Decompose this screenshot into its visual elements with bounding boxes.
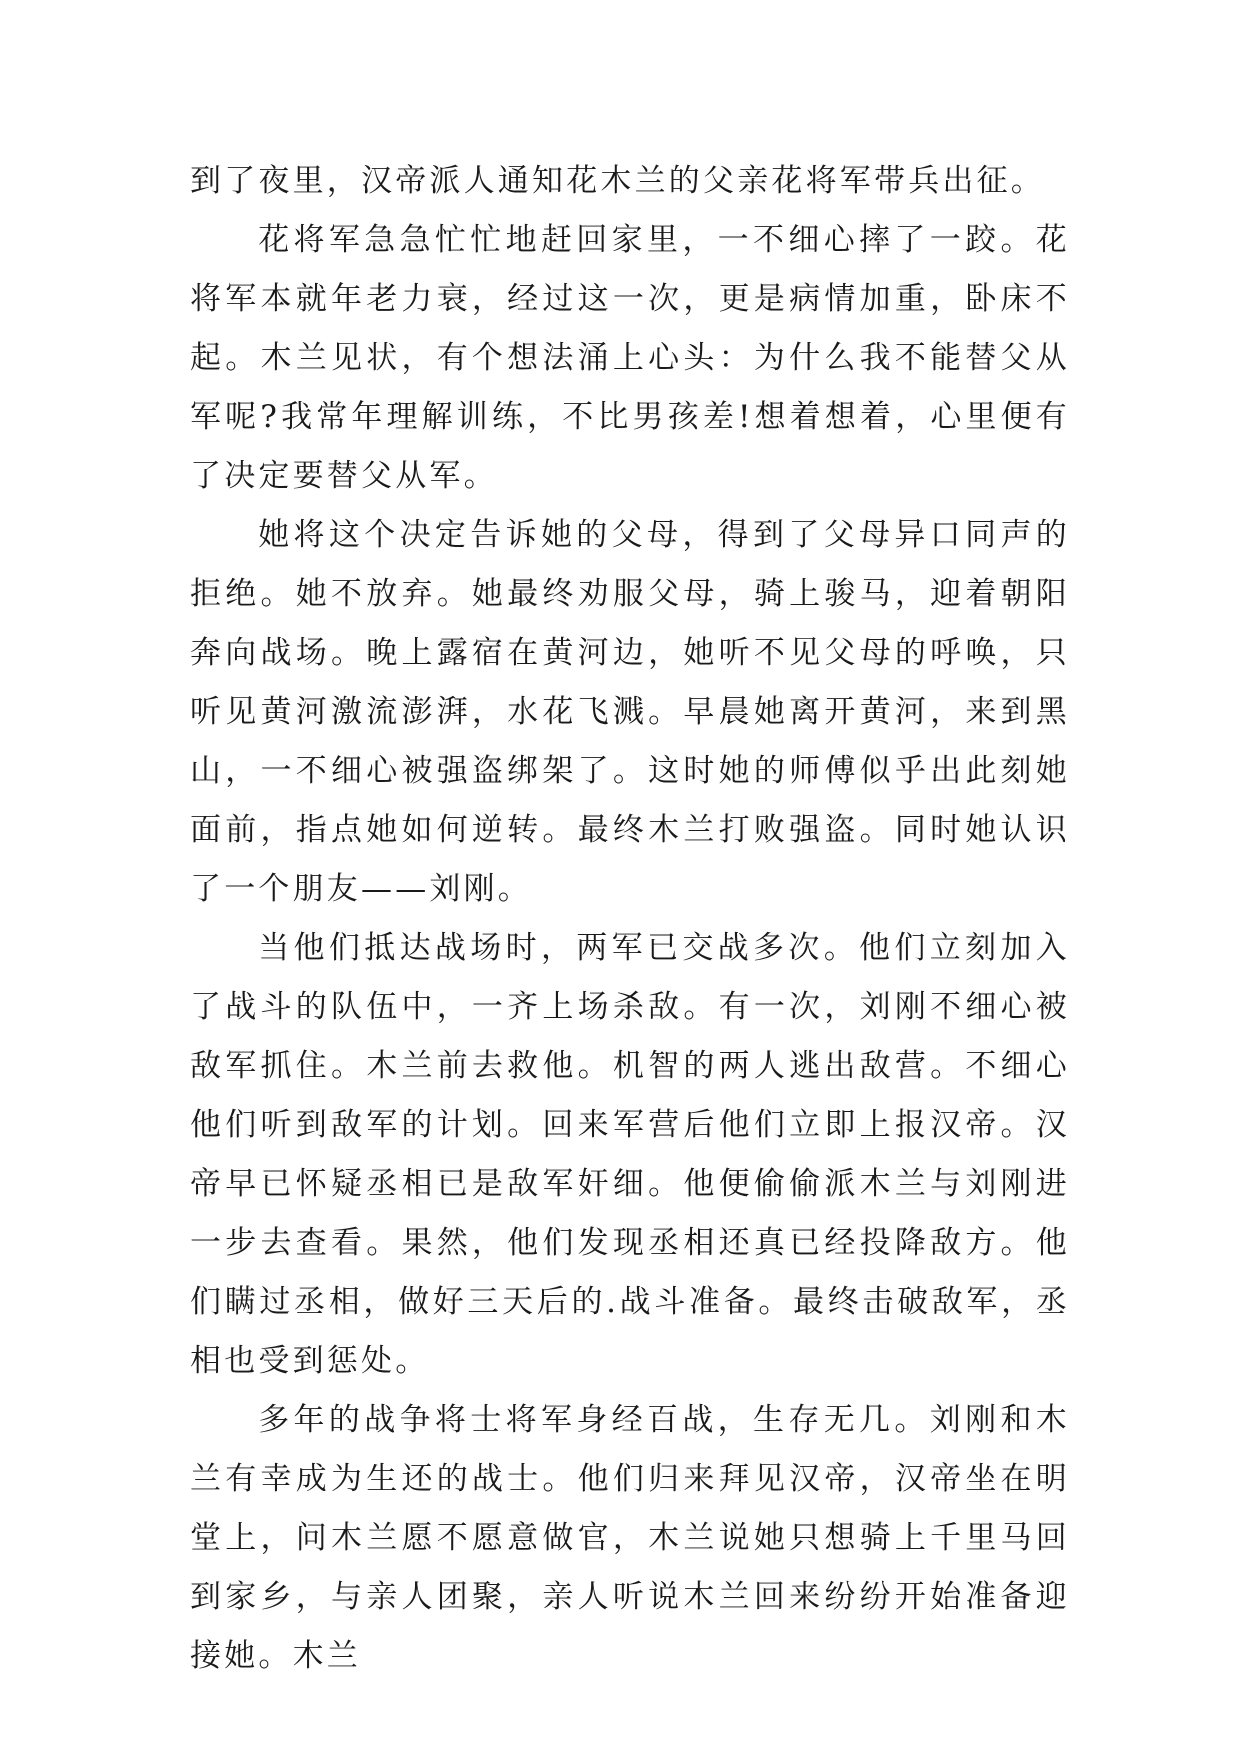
paragraph-3: 她将这个决定告诉她的父母，得到了父母异口同声的拒绝。她不放弃。她最终劝服父母，骑上骏马，迎着朝阳奔向战场。晚上露宿在黄河边，她听不见父母的呼唤，只听见黄河激流澎湃，水花飞溅。早晨她离开黄河，来到黑山，一不细心被强盗绑架了。这时她的师傅似乎出此刻她面前，指点她如何逆转。最终木兰打败强盗。同时她认识了一个朋友——刘刚。 — [190, 517, 1070, 907]
body-text — [190, 152, 1070, 1686]
paragraph-2: 花将军急急忙忙地赶回家里，一不细心摔了一跤。花将军本就年老力衰，经过这一次，更是病情加重，卧床不起。木兰见状，有个想法涌上心头：为什么我不能替父从军呢?我常年理解训练，不比男孩差!想着想着，心里便有了决定要替父从军。 — [190, 222, 1070, 494]
paragraph-4: 当他们抵达战场时，两军已交战多次。他们立刻加入了战斗的队伍中，一齐上场杀敌。有一次，刘刚不细心被敌军抓住。木兰前去救他。机智的两人逃出敌营。不细心他们听到敌军的计划。回来军营后他们立即上报汉帝。汉帝早已怀疑丞相已是敌军奸细。他便偷偷派木兰与刘刚进一步去查看。果然，他们发现丞相还真已经投降敌方。他们瞒过丞相，做好三天后的.战斗准备。最终击破敌军，丞相也受到惩处。 — [190, 930, 1070, 1379]
paragraph-1: 到了夜里，汉帝派人通知花木兰的父亲花将军带兵出征。 — [190, 163, 1045, 199]
paragraph-5: 多年的战争将士将军身经百战，生存无几。刘刚和木兰有幸成为生还的战士。他们归来拜见汉帝，汉帝坐在明堂上，问木兰愿不愿意做官，木兰说她只想骑上千里马回到家乡，与亲人团聚，亲人听说木兰回来纷纷开始准备迎接她。木兰 — [190, 1402, 1070, 1674]
